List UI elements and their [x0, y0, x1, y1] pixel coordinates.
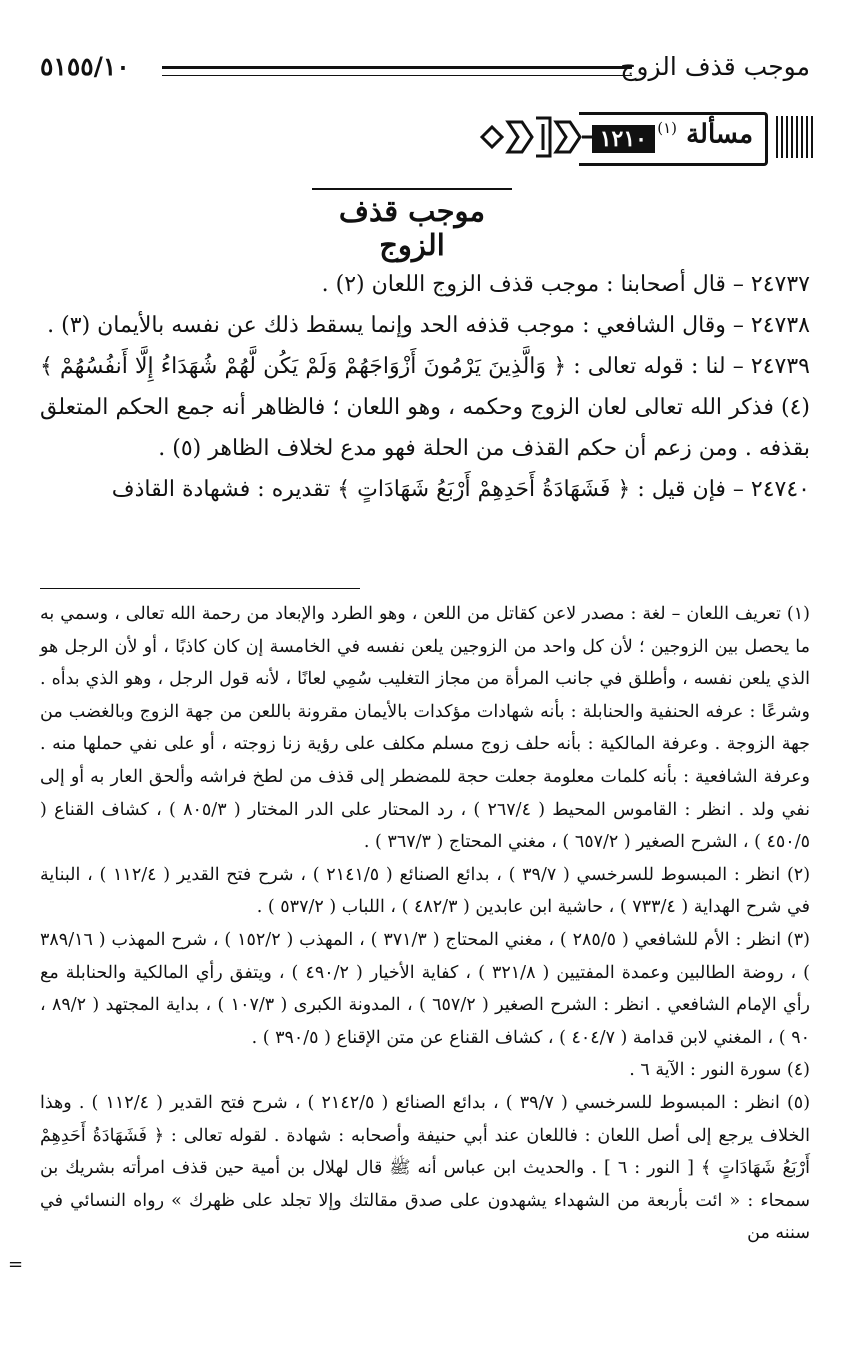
footnote-5: (٥) انظر : المبسوط للسرخسي ( ٣٩/٧ ) ، بدائع الصنائع ( ٢١٤٢/٥ ) ، شرح فتح القدير ( ١١٢/٤ ) . وهذا الخلاف يرجع إلى أصل اللعان : فاللعان عند أبي حنيفة وأصحابه : شهادة . لقوله تعالى : ﴿ فَشَهَادَةُ أَحَدِهِمْ أَرْبَعُ شَهَادَاتٍ ﴾ [ النور : ٦ ] . والحديث ابن عباس أنه ﷺ قال لهلال بن أمية حين قذف امرأته بشريك بن سمحاء : « ائت بأربعة من الشهداء يشهدون على صدق مقالتك وإلا تجلد على ظهرك » رواه النسائي في سننه من — [40, 1092, 811, 1244]
footnote-2: (٢) انظر : المبسوط للسرخسي ( ٣٩/٧ ) ، بدائع الصنائع ( ٢١٤١/٥ ) ، شرح فتح القدير ( ١١٢/٤ ) ، البناية في شرح الهداية ( ٧٣٣/٤ ) ، حاشية ابن عابدين ( ٤٨٢/٣ ) ، اللباب ( ٥٣٧/٢ ) . — [40, 864, 811, 918]
footnotes — [40, 598, 810, 1250]
footnote-3: (٣) انظر : الأم للشافعي ( ٢٨٥/٥ ) ، مغني المحتاج ( ٣٧١/٣ ) ، المهذب ( ١٥٢/٢ ) ، شرح المهذب ( ٣٨٩/١٦ ) ، روضة الطالبين وعمدة المفتيين ( ٣٢١/٨ ) ، كفاية الأخيار ( ٤٩٠/٢ ) ، ويتفق رأي المالكية والحنابلة مع رأي الإمام الشافعي . انظر : الشرح الصغير ( ٦٥٧/٢ ) ، المدونة الكبرى ( ١٠٧/٣ ) ، بداية المجتهد ( ٨٩/٢ ، ٩٠ ) ، المغني لابن قدامة ( ٤٠٤/٧ ) ، كشاف القناع عن متن الإقناع ( ٣٩٠/٥ ) . — [40, 929, 811, 1048]
header-rule — [162, 66, 632, 76]
running-header — [40, 52, 810, 92]
masala-box — [579, 112, 768, 166]
paragraph-24739: ٢٤٧٣٩ – لنا : قوله تعالى : ﴿ وَالَّذِينَ يَرْمُونَ أَزْوَاجَهُمْ وَلَمْ يَكُن لَّهُمْ شُهَدَاءُ إِلَّا أَنفُسُهُمْ ﴾ (٤) فذكر الله تعالى لعان الزوج وحكمه ، وهو اللعان ؛ فالظاهر أنه جمع الحكم المتعلق بقذفه . ومن زعم أن حكم القذف من الحلة فهو مدع لخلاف الظاهر (٥) . — [40, 354, 810, 461]
section-title: موجب قذف الزوج — [312, 188, 512, 236]
continuation-mark: = — [8, 1254, 24, 1275]
footnote-separator — [40, 588, 360, 589]
masala-label: مسألة $^{(١)}$ — [657, 119, 753, 150]
main-text — [40, 264, 810, 510]
running-title: موجب قذف الزوج — [620, 52, 810, 81]
page-reference: ٥١٥٥/١٠ — [40, 52, 130, 81]
masala-number-badge: ١٢١٠ — [592, 125, 655, 153]
paragraph-24738: ٢٤٧٣٨ – وقال الشافعي : موجب قذفه الحد وإنما يسقط ذلك عن نفسه بالأيمان (٣) . — [47, 313, 810, 338]
arabesque-ornament-icon — [478, 112, 598, 162]
banner-bars-ornament — [776, 116, 816, 158]
paragraph-24740: ٢٤٧٤٠ – فإن قيل : ﴿ فَشَهَادَةُ أَحَدِهِمْ أَرْبَعُ شَهَادَاتٍ ﴾ تقديره : فشهادة القاذف — [111, 477, 810, 502]
masala-banner — [478, 112, 816, 162]
footnote-4: (٤) سورة النور : الآية ٦ . — [629, 1060, 810, 1081]
paragraph-24737: ٢٤٧٣٧ – قال أصحابنا : موجب قذف الزوج اللعان (٢) . — [321, 272, 810, 297]
footnote-1: (١) تعريف اللعان – لغة : مصدر لاعن كقاتل من اللعن ، وهو الطرد والإبعاد من رحمة الله تعالى ، وسمي به ما يحصل بين الزوجين ؛ لأن كل واحد من الزوجين يلعن نفسه في الخامسة إن كان كاذبًا ، أو لأن الرجل هو الذي يلعن نفسه ، وأطلق في جانب المرأة من مجاز التغليب سُمِي لعانًا ، لأنه قول الرجل ، وهو الذي بدأه . وشرعًا : عرفه الحنفية والحنابلة : بأنه شهادات مؤكدات بالأيمان مقرونة باللعن من جهة الزوج وبالغضب من جهة الزوجة . وعرفة المالكية : بأنه حلف زوج مسلم مكلف على رؤية زنا زوجته ، أو على نفي حملها منه . وعرفة الشافعية : بأنه كلمات معلومة جعلت حجة للمضطر إلى قذف من لطخ فراشه وألحق العار به أو إلى نفي ولد . انظر : القاموس المحيط ( ٢٦٧/٤ ) ، رد المحتار على الدر المختار ( ٨٠٥/٣ ) ، كشاف القناع ( ٤٥٠/٥ ) ، الشرح الصغير ( ٦٥٧/٢ ) ، مغني المحتاج ( ٣٦٧/٣ ) . — [40, 604, 810, 853]
